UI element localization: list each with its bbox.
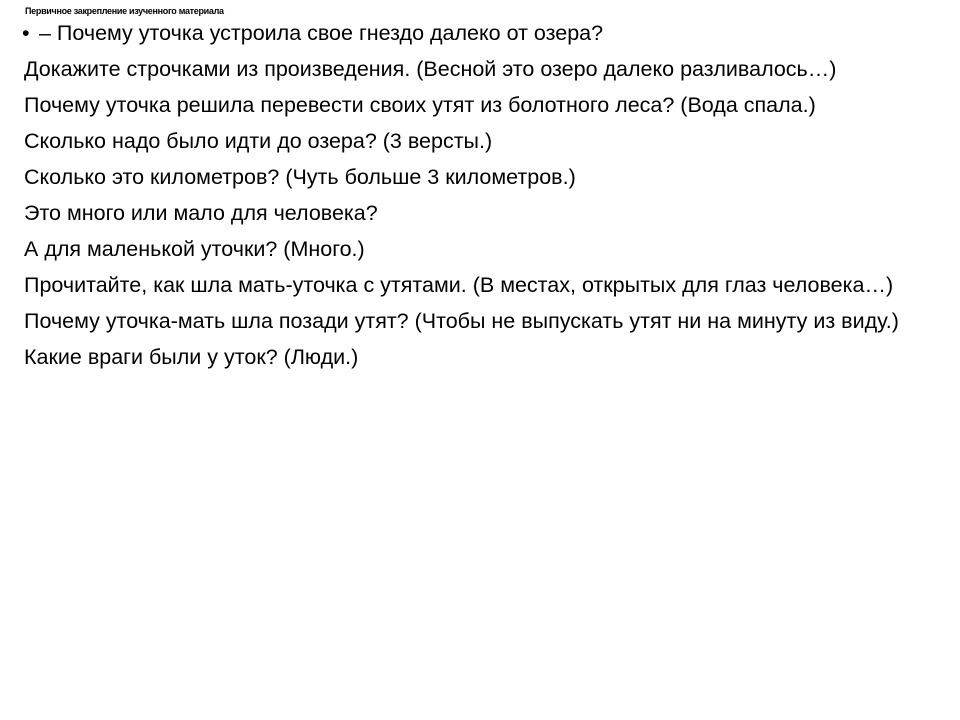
paragraph-text: Почему уточка решила перевести своих утят из болотного леса? (Вода спала.): [24, 93, 816, 117]
paragraph-question-human: [18, 199, 918, 227]
paragraph-text: – Почему уточка устроила свое гнездо далеко от озера?: [39, 21, 604, 45]
paragraph-question-duckling: [18, 235, 918, 263]
paragraph-question-mother-behind: [18, 307, 918, 335]
paragraph-text: Прочитайте, как шла мать-уточка с утятами. (В местах, открытых для глаз человека…): [24, 273, 894, 297]
paragraph-text: Какие враги были у уток? (Люди.): [24, 345, 359, 369]
paragraph-question-distance: [18, 127, 918, 155]
paragraph-text: А для маленькой уточки? (Много.): [24, 237, 365, 261]
paragraph-prove-lines: [18, 55, 918, 83]
slide-content: [18, 19, 918, 379]
paragraph-question-enemies: [18, 343, 918, 371]
paragraph-read-aloud: [18, 271, 918, 299]
paragraph-question-move-ducklings: [18, 91, 918, 119]
paragraph-question-kilometers: [18, 163, 918, 191]
paragraph-text: Это много или мало для человека?: [24, 201, 378, 225]
paragraph-text: Сколько надо было идти до озера? (3 версты.): [24, 129, 493, 153]
slide-title: Первичное закрепление изученного материала: [25, 6, 224, 16]
paragraph-text: Сколько это километров? (Чуть больше 3 километров.): [24, 165, 576, 189]
paragraph-text: Докажите строчками из произведения. (Весной это озеро далеко разливалось…): [24, 57, 837, 81]
bullet-icon: •: [22, 21, 30, 45]
paragraph-question-nest: [18, 19, 918, 47]
paragraph-text: Почему уточка-мать шла позади утят? (Чтобы не выпускать утят ни на минуту из виду.): [24, 309, 899, 333]
